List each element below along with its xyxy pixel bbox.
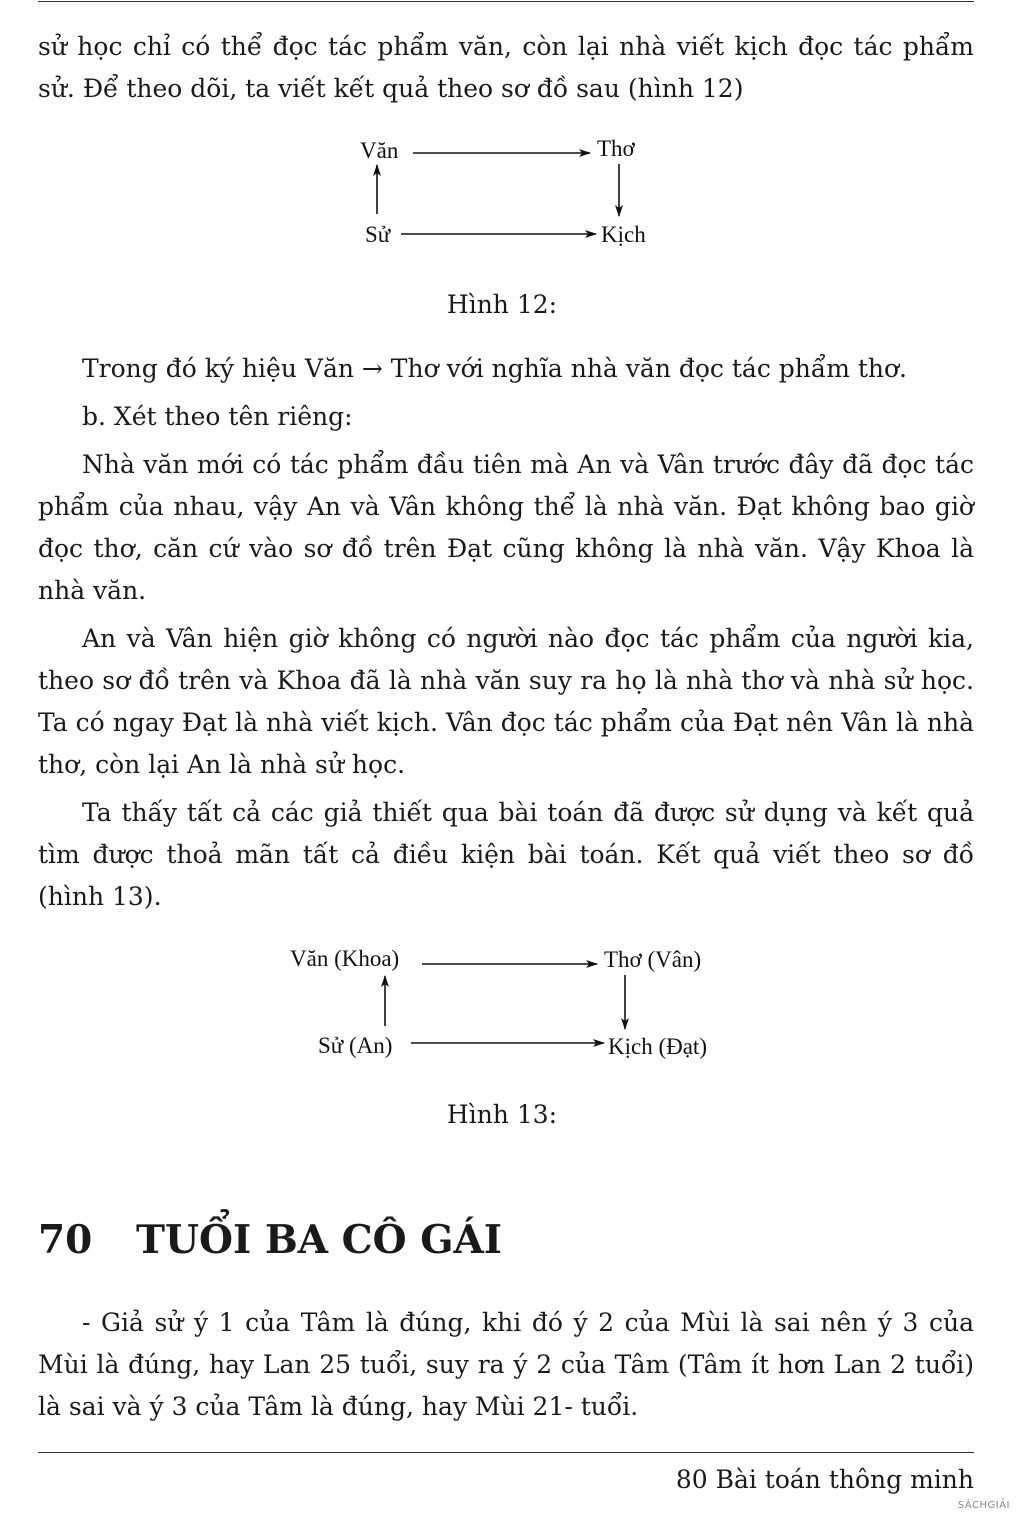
- subheading-b: b. Xét theo tên riêng:: [82, 402, 353, 431]
- fig13-label-kich: Kịch (Đạt): [608, 1034, 707, 1059]
- top-paragraph: sử học chỉ có thể đọc tác phẩm văn, còn lại nhà viết kịch đọc tác phẩm sử. Để theo dõi, ta viết kết quả theo sơ đồ sau (hình 12): [38, 32, 974, 103]
- paragraph-conclusion: Ta thấy tất cả các giả thiết qua bài toán đã được sử dụng và kết quả tìm được thoả mãn tất cả điều kiện bài toán. Kết quả viết theo sơ đồ (hình 13).: [38, 798, 974, 911]
- paragraph-writer: Nhà văn mới có tác phẩm đầu tiên mà An và Vân trước đây đã đọc tác phẩm của nhau, vậy An và Vân không thể là nhà văn. Đạt không bao giờ đọc thơ, căn cứ vào sơ đồ trên Đạt cũng không là nhà văn. Vậy Khoa là nhà văn.: [38, 450, 974, 605]
- fig13-label-tho: Thơ (Vân): [604, 947, 702, 972]
- section-number: 70: [38, 1217, 93, 1263]
- paragraph-an-van: An và Vân hiện giờ không có người nào đọc tác phẩm của người kia, theo sơ đồ trên và Khoa đã là nhà văn suy ra họ là nhà thơ và nhà sử học. Ta có ngay Đạt là nhà viết kịch. Vân đọc tác phẩm của Đạt nên Vân là nhà thơ, còn lại An là nhà sử học.: [38, 624, 974, 779]
- watermark-logo: SÁCHGIẢI: [957, 1500, 1010, 1511]
- fig12-label-su: Sử: [365, 222, 391, 247]
- page-footer: 80 Bài toán thông minh: [675, 1465, 974, 1494]
- section-title: TUỔI BA CÔ GÁI: [136, 1217, 503, 1263]
- figure-12-caption: Hình 12:: [446, 290, 558, 319]
- fig12-label-van: Văn: [360, 138, 399, 163]
- fig12-label-kich: Kịch: [601, 222, 646, 247]
- figure-13-caption: Hình 13:: [446, 1100, 558, 1129]
- fig13-label-su: Sử (An): [318, 1033, 393, 1058]
- paragraph-section: - Giả sử ý 1 của Tâm là đúng, khi đó ý 2 của Mùi là sai nên ý 3 của Mùi là đúng, hay Lan 25 tuổi, suy ra ý 2 của Tâm (Tâm ít hơn Lan 2 tuổi) là sai và ý 3 của Tâm là đúng, hay Mùi 21- tuổi.: [38, 1308, 974, 1421]
- fig12-label-tho: Thơ: [597, 136, 635, 161]
- section-heading: [38, 1212, 502, 1268]
- bottom-rule: [38, 1452, 974, 1453]
- fig13-label-van: Văn (Khoa): [290, 946, 400, 971]
- symbol-note: Trong đó ký hiệu Văn → Thơ với nghĩa nhà văn đọc tác phẩm thơ.: [82, 354, 907, 383]
